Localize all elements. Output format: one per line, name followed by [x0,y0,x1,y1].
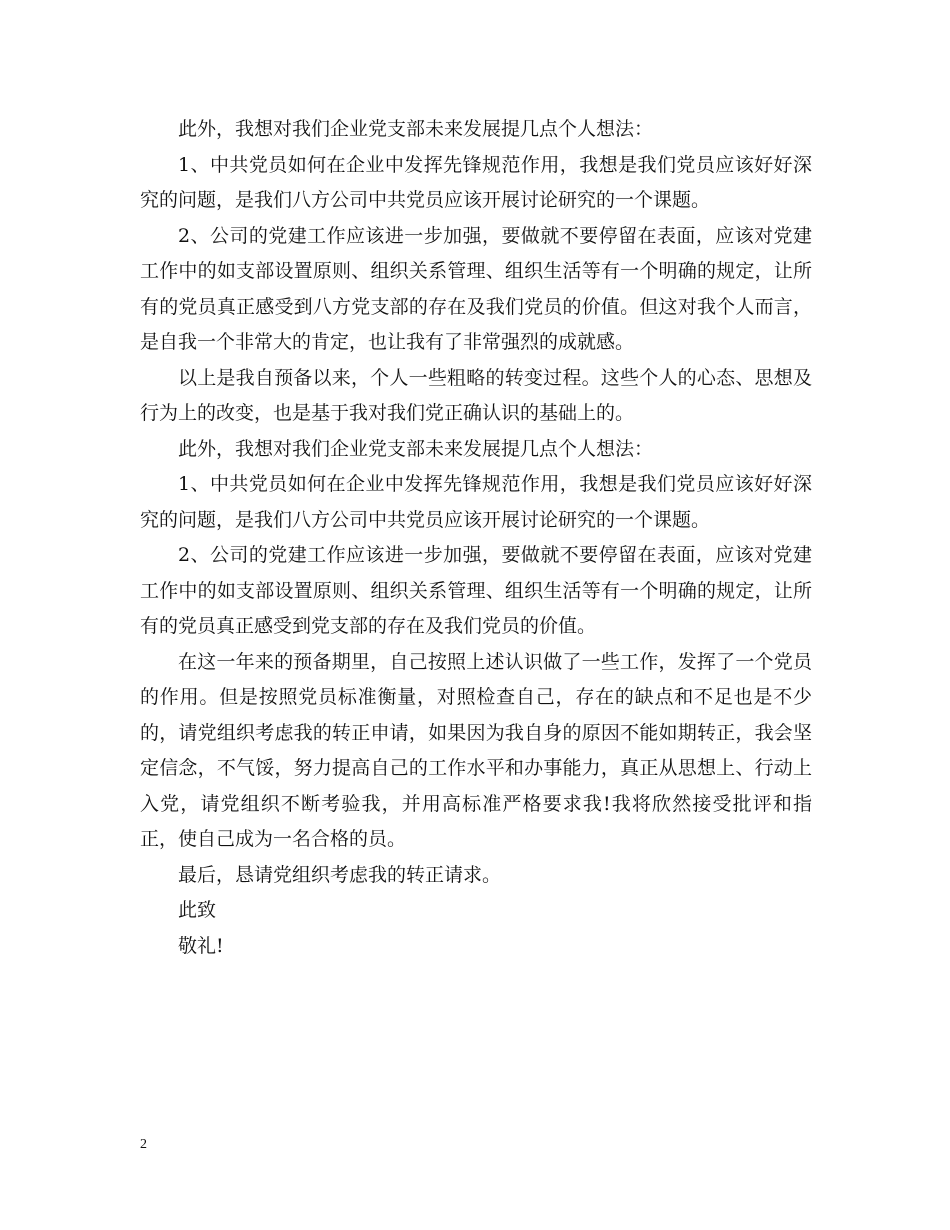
paragraph: 此外，我想对我们企业党支部未来发展提几点个人想法： [178,437,654,460]
paragraph: 1、中共党员如何在企业中发挥先锋规范作用，我想是我们党员应该好好深究的问题，是我们八方公司中共党员应该开展讨论研究的一个课题。 [140,153,812,211]
paragraph: 此外，我想对我们企业党支部未来发展提几点个人想法： [178,118,654,140]
paragraph: 以上是我自预备以来，个人一些粗略的转变过程。这些个人的心态、思想及行为上的改变，也是基于我对我们党正确认识的基础上的。 [140,366,812,424]
paragraph: 2、公司的党建工作应该进一步加强，要做就不要停留在表面，应该对党建工作中的如支部设置原则、组织关系管理、组织生活等有一个明确的规定，让所有的党员真正感受到党支部的存在及我们党员的价值。 [140,544,812,637]
page-number: 2 [140,1137,147,1152]
document-body [140,112,812,964]
closing-salutation: 此致 [178,899,217,921]
paragraph: 1、中共党员如何在企业中发挥先锋规范作用，我想是我们党员应该好好深究的问题，是我们八方公司中共党员应该开展讨论研究的一个课题。 [140,473,812,531]
paragraph: 最后，恳请党组织考虑我的转正请求。 [178,863,502,886]
closing-regards: 敬礼! [178,934,224,957]
paragraph: 在这一年来的预备期里，自己按照上述认识做了一些工作，发挥了一个党员的作用。但是按照党员标准衡量，对照检查自己，存在的缺点和不足也是不少的，请党组织考虑我的转正申请，如果因为我自身的原因不能如期转正，我会坚定信念，不气馁，努力提高自己的工作水平和办事能力，真正从思想上、行动上入党，请党组织不断考验我，并用高标准严格要求我!我将欣然接受批评和指正，使自己成为一名合格的员。 [140,650,812,850]
paragraph: 2、公司的党建工作应该进一步加强，要做就不要停留在表面，应该对党建工作中的如支部设置原则、组织关系管理、组织生活等有一个明确的规定，让所有的党员真正感受到八方党支部的存在及我们党员的价值。但这对我个人而言，是自我一个非常大的肯定，也让我有了非常强烈的成就感。 [140,224,812,353]
